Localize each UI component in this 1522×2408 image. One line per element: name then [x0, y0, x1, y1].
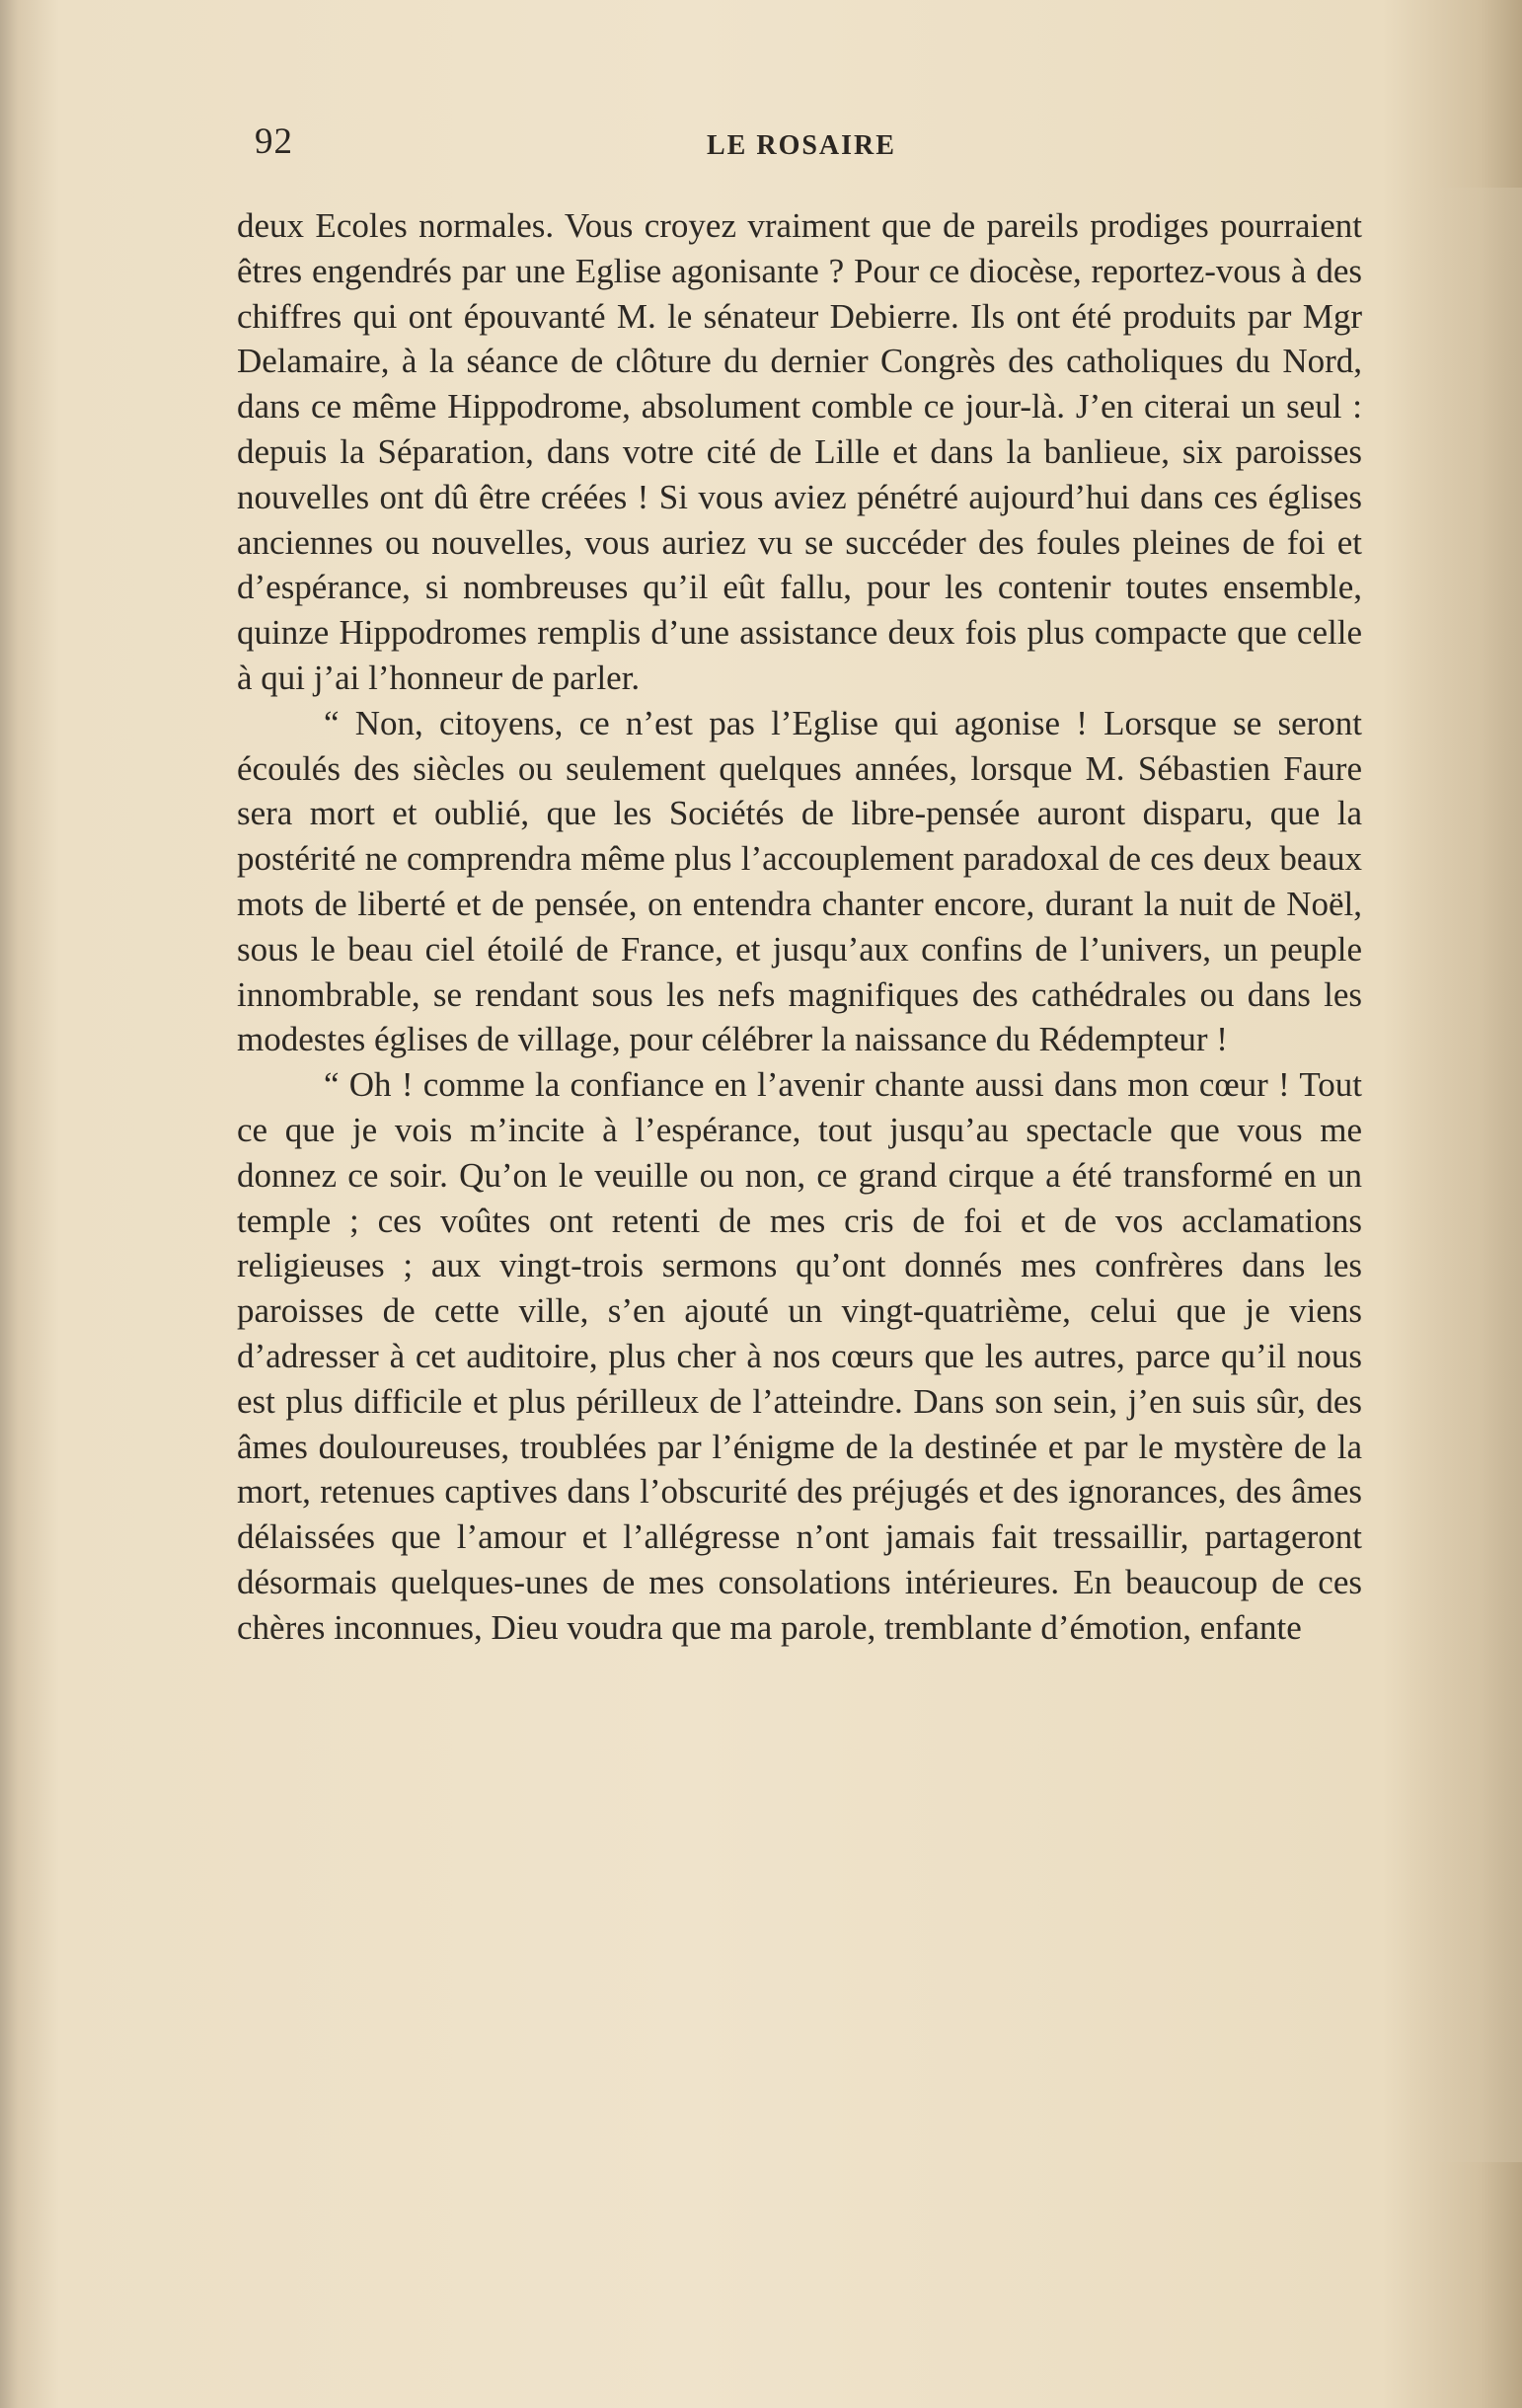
- running-title: LE ROSAIRE: [707, 130, 896, 161]
- paragraph-2: “ Non, citoyens, ce n’est pas l’Eglise qui agonise ! Lorsque se seront écoulés des siècles ou seulement quelques années, lorsque M. Sébastien Faure sera mort et oublié, que les Sociétés de libre-pensée auront disparu, que la postérité ne comprendra même plus l’accouplement paradoxal de ces deux beaux mots de liberté et de pensée, on entendra chanter encore, durant la nuit de Noël, sous le beau ciel étoilé de France, et jusqu’aux confins de l’univers, un peuple innombrable, se rendant sous les nefs magnifiques des cathédrales ou dans les modestes églises de village, pour célébrer la naissance du Rédempteur !: [237, 703, 1362, 1059]
- page-edge-shading: [1404, 188, 1522, 2162]
- body-text: [237, 203, 1362, 1651]
- paragraph-1: deux Ecoles normales. Vous croyez vraiment que de pareils prodiges pourraient êtres engendrés par une Eglise agonisante ? Pour ce diocèse, reportez-vous à des chiffres qui ont épouvanté M. le sénateur Debierre. Ils ont été produits par Mgr Delamaire, à la séance de clôture du dernier Congrès des catholiques du Nord, dans ce même Hippodrome, absolument comble ce jour-là. J’en citerai un seul : depuis la Séparation, dans votre cité de Lille et dans la banlieue, six paroisses nouvelles ont dû être créées ! Si vous aviez pénétré aujourd’hui dans ces églises anciennes ou nouvelles, vous auriez vu se succéder des foules pleines de foi et d’espérance, si nombreuses qu’il eût fallu, pour les contenir toutes ensemble, quinze Hippodromes remplis d’une assistance deux fois plus compacte que celle à qui j’ai l’honneur de parler.: [237, 206, 1362, 697]
- page-number: 92: [255, 121, 293, 162]
- page-header: [255, 120, 1370, 170]
- paragraph-3: “ Oh ! comme la confiance en l’avenir chante aussi dans mon cœur ! Tout ce que je vois m’incite à l’espérance, tout jusqu’au spectacle que vous me donnez ce soir. Qu’on le veuille ou non, ce grand cirque a été transformé en un temple ; ces voûtes ont retenti de mes cris de foi et de vos acclamations religieuses ; aux vingt-trois sermons qu’ont donnés mes confrères dans les paroisses de cette ville, s’en ajouté un vingt-quatrième, celui que je viens d’adresser à cet auditoire, plus cher à nos cœurs que les autres, parce qu’il nous est plus difficile et plus périlleux de l’atteindre. Dans son sein, j’en suis sûr, des âmes douloureuses, troublées par l’énigme de la destinée et par le mystère de la mort, retenues captives dans l’obscurité des préjugés et des ignorances, des âmes délaissées que l’amour et l’allégresse n’ont jamais fait tressaillir, partageront désormais quelques-unes de mes consolations intérieures. En beaucoup de ces chères inconnues, Dieu voudra que ma parole, tremblante d’émotion, enfante: [237, 1065, 1362, 1647]
